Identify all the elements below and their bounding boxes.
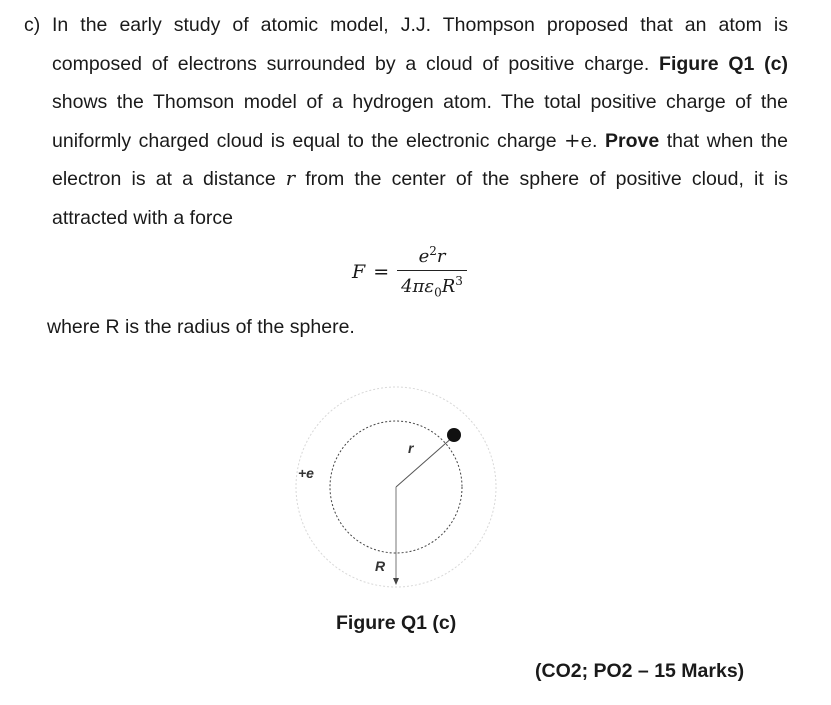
numerator-exponent: 2: [429, 244, 437, 258]
question-text-part-1: In the early study of atomic model, J.J. Thompson proposed that an atom is composed of electrons surrounded by a cloud of positive charge.: [52, 14, 788, 75]
figure-reference: Figure Q1 (c): [659, 52, 788, 75]
thomson-model-diagram: [280, 385, 500, 595]
thomson-model-figure: [280, 385, 500, 595]
marks-allocation: (CO2; PO2 – 15 Marks): [535, 660, 745, 682]
formula-equals: =: [373, 260, 390, 283]
formula-numerator: [413, 244, 452, 270]
where-text: where R is the radius of the sphere.: [47, 316, 355, 338]
formula-fraction: [397, 244, 467, 300]
prove-keyword: Prove: [604, 129, 660, 152]
question-text-part-2: shows the Thomson model of a hydrogen atom. The total positive charge of the uniformly charged cloud is equal to the electronic charge: [52, 91, 788, 152]
electron-dot: [447, 428, 461, 442]
formula-lhs: F: [352, 260, 366, 283]
radius-r-line: [396, 436, 454, 487]
denominator-epsilon: ε: [424, 276, 435, 297]
denominator-epsilon-subscript: 0: [434, 285, 442, 300]
formula-denominator: [397, 270, 467, 300]
numerator-base: e: [418, 246, 430, 267]
charge-expression: +e: [564, 128, 593, 152]
force-formula: [352, 244, 467, 300]
R-label: R: [375, 558, 386, 574]
question-text-part-5: from the center of the sphere of positive cloud, it is attracted with a force: [52, 168, 788, 229]
question-text-part-3: .: [592, 129, 605, 152]
denominator-exponent: 3: [455, 274, 463, 288]
charge-label: +e: [298, 465, 314, 481]
r-label: r: [408, 440, 414, 456]
figure-caption: Figure Q1 (c): [336, 612, 457, 634]
denominator-prefix: 4π: [401, 276, 425, 297]
numerator-variable: r: [436, 246, 446, 267]
question-label: c): [24, 14, 41, 36]
variable-r: r: [285, 167, 296, 191]
question-text-part-4: that when the electron is at a distance: [52, 129, 788, 191]
denominator-variable: R: [441, 276, 456, 297]
radius-R-arrowhead: [393, 578, 399, 585]
question-text: [52, 6, 788, 238]
